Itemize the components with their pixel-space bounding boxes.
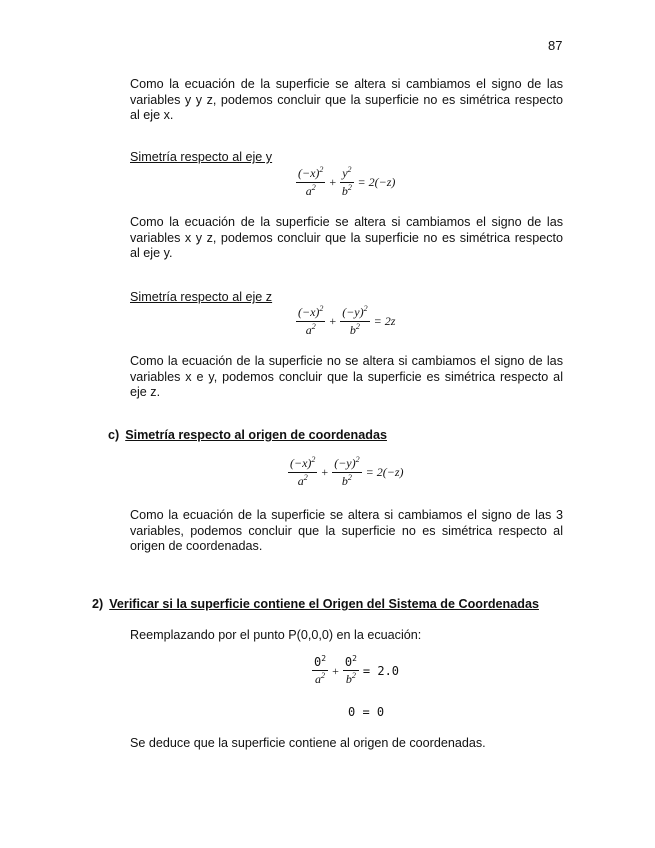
exponent: 2 — [347, 183, 352, 192]
plus-operator: + — [329, 314, 337, 328]
equation-origin-substitution — [310, 655, 401, 687]
numerator: (−y) — [342, 305, 364, 319]
exponent: 2 — [347, 473, 352, 482]
plus-operator: + — [329, 175, 337, 189]
plus-operator: + — [332, 663, 339, 678]
page-number: 87 — [548, 38, 563, 53]
exponent: 2 — [363, 304, 368, 313]
denominator: b — [349, 323, 356, 337]
denominator: a — [297, 474, 304, 488]
section-label: 2) — [92, 597, 104, 611]
right-hand-side: = 2(−z) — [357, 175, 396, 189]
exponent: 2 — [352, 654, 357, 663]
equation-symmetry-z — [294, 305, 397, 338]
exponent: 2 — [355, 455, 360, 464]
numerator: (−x) — [298, 305, 320, 319]
section-title: Simetría respecto al origen de coordenadas — [125, 428, 387, 442]
fraction — [288, 456, 317, 489]
paragraph-axis-x-conclusion: Como la ecuación de la superficie se altera si cambiamos el signo de las variables y y z, podemos concluir que la superficie no es simétrica respecto al eje x. — [130, 77, 563, 122]
right-hand-side: = 2(−z) — [365, 465, 404, 479]
denominator: a — [305, 323, 312, 337]
denominator: b — [345, 672, 352, 686]
subtitle-symmetry-z: Simetría respecto al eje z — [130, 290, 273, 304]
exponent: 2 — [355, 322, 360, 331]
exponent: 2 — [321, 671, 326, 680]
paragraph-replacement: Reemplazando por el punto P(0,0,0) en la ecuación: — [130, 628, 422, 642]
denominator: a — [305, 184, 312, 198]
fraction — [332, 456, 361, 489]
exponent: 2 — [319, 304, 324, 313]
paragraph-axis-y-conclusion: Como la ecuación de la superficie se altera si cambiamos el signo de las variables x y z, podemos concluir que la superficie no es simétrica respecto al eje y. — [130, 215, 563, 260]
section-label: c) — [108, 428, 120, 442]
fraction — [312, 655, 328, 687]
paragraph-final-conclusion: Se deduce que la superficie contiene al origen de coordenadas. — [130, 736, 486, 750]
fraction — [296, 166, 325, 199]
section-2-heading — [92, 597, 539, 611]
exponent: 2 — [319, 165, 324, 174]
denominator: a — [315, 672, 322, 686]
exponent: 2 — [321, 654, 327, 663]
equation-symmetry-origin — [286, 456, 405, 489]
numerator: 0 — [344, 655, 353, 669]
section-c-heading — [108, 428, 387, 442]
exponent: 2 — [303, 473, 308, 482]
exponent: 2 — [311, 322, 316, 331]
fraction — [340, 166, 353, 199]
right-hand-side: = 2z — [373, 314, 396, 328]
numerator: y — [342, 166, 348, 180]
exponent: 2 — [347, 165, 352, 174]
subtitle-symmetry-y: Simetría respecto al eje y — [130, 150, 273, 164]
equation-result: 0 = 0 — [348, 705, 385, 719]
section-title: Verificar si la superficie contiene el Origen del Sistema de Coordenadas — [109, 597, 539, 611]
plus-operator: + — [321, 465, 329, 479]
exponent: 2 — [351, 671, 356, 680]
numerator: (−x) — [298, 166, 320, 180]
fraction — [340, 305, 369, 338]
equation-symmetry-y — [294, 166, 397, 199]
paragraph-axis-z-conclusion: Como la ecuación de la superficie no se altera si cambiamos el signo de las variables x e y, podemos concluir que la superficie es simétrica respecto al eje z. — [130, 354, 563, 399]
fraction — [296, 305, 325, 338]
denominator: b — [341, 474, 348, 488]
numerator: 0 — [314, 655, 322, 669]
fraction — [343, 655, 359, 687]
denominator: b — [341, 184, 348, 198]
right-hand-side: = 2.0 — [362, 664, 400, 678]
paragraph-origin-symmetry-conclusion: Como la ecuación de la superficie se altera si cambiamos el signo de las 3 variables, podemos concluir que la superficie no es simétrica respecto al origen de coordenadas. — [130, 508, 563, 553]
exponent: 2 — [311, 455, 316, 464]
numerator: (−x) — [290, 456, 312, 470]
exponent: 2 — [311, 183, 316, 192]
numerator: (−y) — [334, 456, 356, 470]
